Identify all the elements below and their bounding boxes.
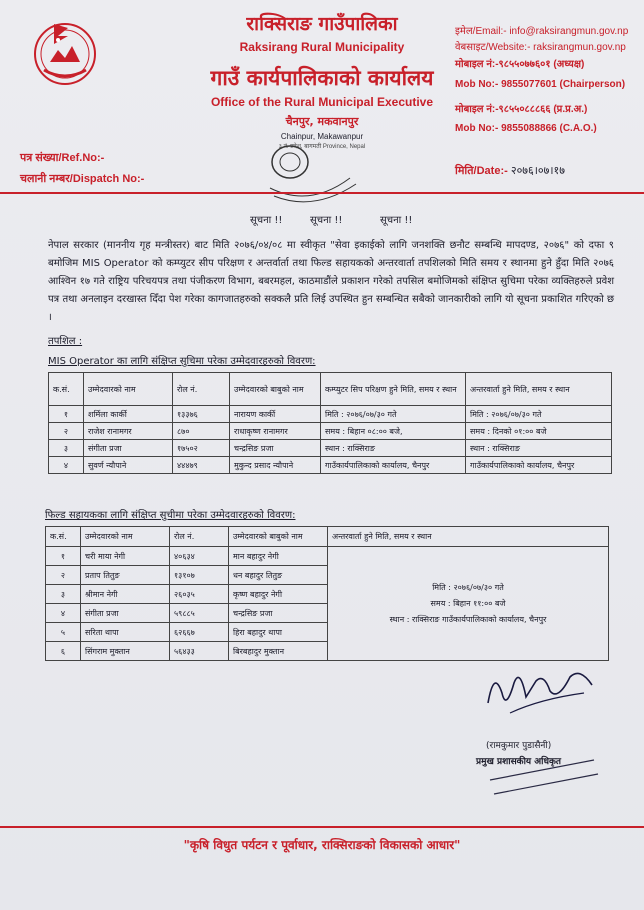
contact-mobile-chair-np: मोबाइल नं:-९८५५०७७६०१ (अध्यक्ष) xyxy=(455,59,585,70)
cell-roll: ५९८८५ xyxy=(170,604,229,623)
cell-sn: ४ xyxy=(46,604,81,623)
cell-roll: १३३७६ xyxy=(173,406,230,423)
cell-test-time: समय : बिहान ०८:०० बजे, xyxy=(321,423,466,440)
interview-place: स्थान : राक्सिराङ गाउँकार्यपालिकाको कार्यालय, चैनपुर xyxy=(389,614,547,624)
footer-slogan: "कृषि विधुत पर्यटन र पूर्वाधार, राक्सिराङको विकासको आधार" xyxy=(183,838,461,852)
notice-heading-3: सूचना !! xyxy=(380,215,413,226)
col-roll-no: रोल नं. xyxy=(173,373,230,406)
notice-heading-2: सूचना !! xyxy=(310,215,343,226)
contact-mobile-chair-en: Mob No:- 9855077601 (Chairperson) xyxy=(455,79,626,90)
notice-body: नेपाल सरकार (माननीय गृह मन्त्रीस्तर) बाट मिति २०७६/०४/०८ मा स्वीकृत "सेवा इकाईको लागि जनशक्ति छनौट सम्बन्धि मापदण्ड, २०७६" को दफा ९ बमोजिम MIS Operator को कम्प्युटर सीप परिक्षण र अन्तर्वार्ता तथा फिल्ड सहायकको अन्तरवार्ता तपशिलको मिति समय र स्थानमा हुने हुँदा मिति २०७६ आश्विन १७ गते राष्ट्रिय परिचयपत्र तथा पंजीकरण विभाग, बबरमहल, काठमाडौंले प्रकाशन गरेको तपसिल बमोजिमको संक्षिप्त सुचिमा परेका व्यक्तिहरुले प्रवेश पत्र तथा अनलाइन दरखास्त दिँदा पेश गरेका कागजातहरुको सक्कलै प्रति लिई उपस्थित हुन सम्बन्धित सबैको जानकारीको लागि यो सूचना प्रकाशित गरिएको छ । xyxy=(48,240,614,323)
table-row xyxy=(49,423,612,440)
interview-date: मिति : २०७६/०७/३० गते xyxy=(432,582,504,592)
table-row xyxy=(49,406,612,423)
date-value: २०७६।०७।१७ xyxy=(510,165,565,177)
col-sn: क.सं. xyxy=(46,527,81,547)
col-candidate-name: उम्मेदवारको नाम xyxy=(81,527,170,547)
cell-interview-place: स्थान : राक्सिराङ xyxy=(466,440,612,457)
cell-roll: १३१०७ xyxy=(170,566,229,585)
col-interview: अन्तरवार्ता हुने मिति, समय र स्थान xyxy=(328,527,609,547)
cell-roll: ५६४३३ xyxy=(170,642,229,661)
table-header-row xyxy=(46,527,609,547)
cell-name: संगीता प्रजा xyxy=(84,440,173,457)
cell-father: कृष्ण बहादुर नेगी xyxy=(229,585,328,604)
cell-sn: ३ xyxy=(49,440,84,457)
cell-name: सिंगराम मुक्तान xyxy=(81,642,170,661)
cell-sn: १ xyxy=(46,547,81,566)
cell-interview-time: समय : दिनको ०१:०० बजे xyxy=(466,423,612,440)
contact-mobile-cao-np: मोबाइल नं:-९८५५०८८८६६ (प्र.प्र.अ.) xyxy=(455,104,588,115)
cell-sn: ५ xyxy=(46,623,81,642)
cell-sn: २ xyxy=(46,566,81,585)
cell-roll: २६०३५ xyxy=(170,585,229,604)
cell-name: चरी माया नेगी xyxy=(81,547,170,566)
cell-test-date: मिति : २०७६/०७/३० गते xyxy=(321,406,466,423)
col-computer-test: कम्प्युटर सिप परिक्षण हुने मिति, समय र स्थान xyxy=(321,373,466,406)
header-divider xyxy=(0,192,644,194)
table2-caption: फिल्ड सहायकका लागि संक्षिप्त सुचीमा परेका उम्मेदवारहरुको विवरण: xyxy=(45,510,296,521)
col-father-name: उम्मेदवारको बाबुको नाम xyxy=(230,373,321,406)
table1-caption: MIS Operator का लागि संक्षिप्त सुचिमा परेका उम्मेदवारहरुको विवरण: xyxy=(48,356,316,367)
cell-name: राजेश रानामगर xyxy=(84,423,173,440)
date-label: मिति/Date:- xyxy=(455,165,508,177)
cell-test-office: गाउँकार्यपालिकाको कार्यालय, चैनपुर xyxy=(321,457,466,474)
cell-sn: १ xyxy=(49,406,84,423)
municipality-name-np: राक्सिराङ गाउँपालिका xyxy=(246,13,398,35)
cell-name: प्रताप तितुङ xyxy=(81,566,170,585)
cell-father: चन्द्रसिङ प्रजा xyxy=(229,604,328,623)
notice-heading-1: सूचना !! xyxy=(250,215,283,226)
col-father-name: उम्मेदवारको बाबुको नाम xyxy=(229,527,328,547)
interview-time: समय : बिहान ११:०० बजे xyxy=(430,598,506,608)
office-name-en: Office of the Rural Municipal Executive xyxy=(210,95,434,109)
cell-sn: ६ xyxy=(46,642,81,661)
tapsil-label: तपशिल : xyxy=(48,336,83,347)
col-interview: अन्तरवार्ता हुने मिति, समय र स्थान xyxy=(466,373,612,406)
field-assistant-table xyxy=(45,526,609,661)
cell-roll: १७५०२ xyxy=(173,440,230,457)
signatory-name: (रामकुमार पुडासैनी) xyxy=(486,741,552,751)
cell-name: श्रीमान नेगी xyxy=(81,585,170,604)
cell-name: सरिता थापा xyxy=(81,623,170,642)
col-sn: क.सं. xyxy=(49,373,84,406)
cell-father: नारायण कार्की xyxy=(230,406,321,423)
cell-name: संगीता प्रजा xyxy=(81,604,170,623)
cell-father: मुकुन्द प्रसाद न्यौपाने xyxy=(230,457,321,474)
table-row xyxy=(46,547,609,566)
cell-father: हिरा बहादुर थापा xyxy=(229,623,328,642)
municipality-name-en: Raksirang Rural Municipality xyxy=(239,40,405,54)
col-roll-no: रोल नं. xyxy=(170,527,229,547)
cell-roll: ८७० xyxy=(173,423,230,440)
ref-no-label: पत्र संख्या/Ref.No:- xyxy=(20,152,105,164)
cell-roll: ६२६६७ xyxy=(170,623,229,642)
cell-father: चन्द्रसिङ प्रजा xyxy=(230,440,321,457)
cell-sn: ४ xyxy=(49,457,84,474)
cell-test-place: स्थान : राक्सिराङ xyxy=(321,440,466,457)
contact-email: इमेल/Email:- info@raksirangmun.gov.np xyxy=(455,26,629,37)
cell-interview-schedule xyxy=(328,547,609,661)
cell-name: शर्मिला कार्की xyxy=(84,406,173,423)
province-line: ३ नं. प्रदेश, बागमती Province, Nepal xyxy=(278,144,366,150)
table-row xyxy=(49,457,612,474)
place-np: चैनपुर, मकवानपुर xyxy=(285,115,359,128)
cell-interview-date: मिति : २०७६/०७/३० गते xyxy=(466,406,612,423)
cell-father: मान बहादुर नेगी xyxy=(229,547,328,566)
cell-name: सुवर्ण न्यौपाने xyxy=(84,457,173,474)
contact-mobile-cao-en: Mob No:- 9855088866 (C.A.O.) xyxy=(455,123,597,134)
cell-sn: ३ xyxy=(46,585,81,604)
signatory-title: प्रमुख प्रशासकीय अधिकृत xyxy=(476,757,562,767)
col-candidate-name: उम्मेदवारको नाम xyxy=(84,373,173,406)
table-row xyxy=(49,440,612,457)
cell-father: बिरबहादुर मुक्तान xyxy=(229,642,328,661)
cell-father: राधाकृष्ण रानामगर xyxy=(230,423,321,440)
table-header-row xyxy=(49,373,612,406)
office-stamp xyxy=(260,138,370,208)
footer-divider xyxy=(0,826,644,828)
contact-website: वेबसाइट/Website:- raksirangmun.gov.np xyxy=(455,42,626,53)
cell-sn: २ xyxy=(49,423,84,440)
office-name-np: गाउँ कार्यपालिकाको कार्यालय xyxy=(210,66,434,90)
cell-roll: ४४४७९ xyxy=(173,457,230,474)
cell-father: धन बहादुर तितुङ xyxy=(229,566,328,585)
signatory-seal-stamp xyxy=(484,752,604,802)
date-line xyxy=(455,163,565,178)
mis-operator-table xyxy=(48,372,612,474)
cell-interview-office: गाउँकार्यपालिकाको कार्यालय, चैनपुर xyxy=(466,457,612,474)
place-en: Chainpur, Makawanpur xyxy=(280,132,364,141)
cell-roll: ४०६३४ xyxy=(170,547,229,566)
dispatch-no-label: चलानी नम्बर/Dispatch No:- xyxy=(20,173,145,185)
handwritten-signature xyxy=(480,663,600,723)
